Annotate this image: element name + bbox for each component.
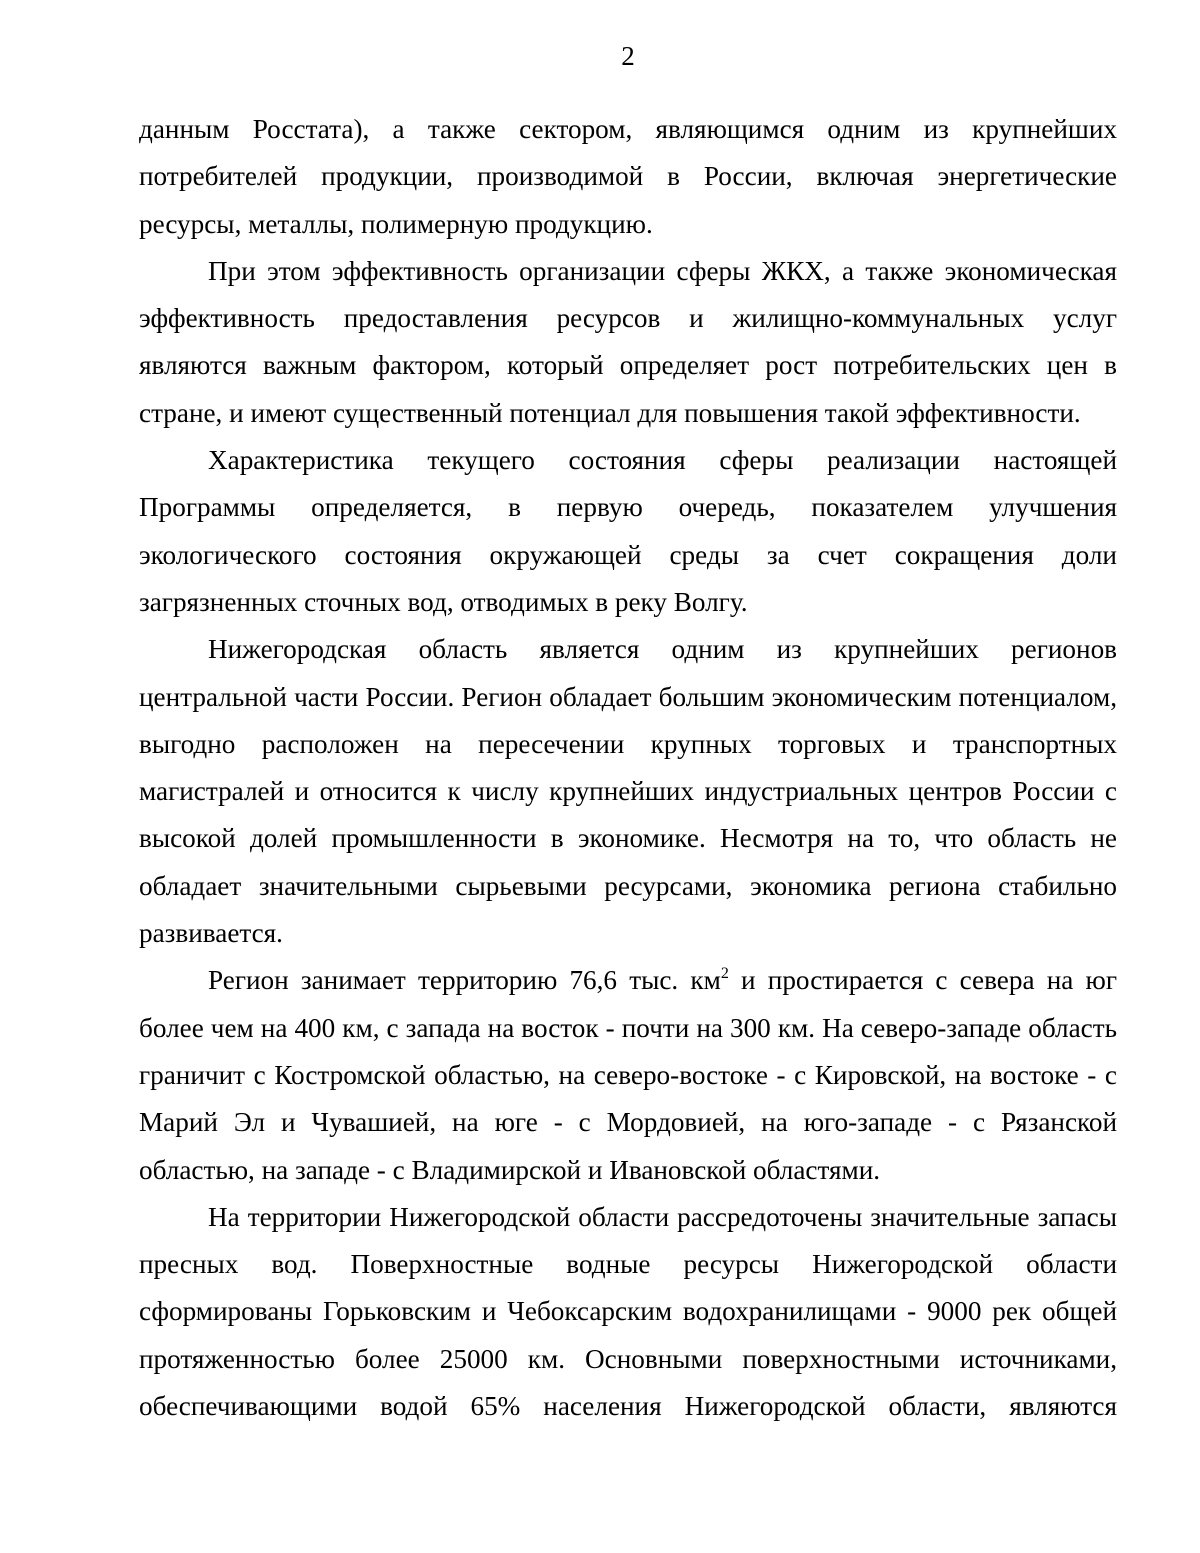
- territory-text-start: Регион занимает территорию 76,6 тыс. км: [208, 965, 721, 996]
- page-number: 2: [621, 41, 635, 71]
- paragraph-housing-efficiency: При этом эффективность организации сферы ЖКХ, а также экономическая эффективность предоставления ресурсов и жилищно-коммунальных услуг являются важным фактором, который определяет рост потребительских цен в стране, и имеют существенный потенциал для повышения такой эффективности.: [139, 255, 1117, 428]
- paragraph-water-resources: На территории Нижегородской области рассредоточены значительные запасы пресных вод. Поверхностные водные ресурсы Нижегородской области сформированы Горьковским и Чебоксарским водохранилищами - 9000 рек общей протяженностью более 25000 км. Основными поверхностными источниками, обеспечивающими водой 65% населения Нижегородской области, являются: [139, 1201, 1117, 1422]
- paragraph-region-economy: Нижегородская область является одним из крупнейших регионов центральной части России. Регион обладает большим экономическим потенциалом, выгодно расположен на пересечении крупных торговых и транспортных магистралей и относится к числу крупнейших индустриальных центров России с высокой долей промышленности в экономике. Несмотря на то, что область не обладает значительными сырьевыми ресурсами, экономика региона стабильно развивается.: [139, 634, 1117, 949]
- paragraph-rosstat-continuation: данным Росстата), а также сектором, являющимся одним из крупнейших потребителей продукции, производимой в России, включая энергетические ресурсы, металлы, полимерную продукцию.: [139, 114, 1117, 239]
- paragraph-program-characteristics: Характеристика текущего состояния сферы реализации настоящей Программы определяется, в первую очередь, показателем улучшения экологического состояния окружающей среды за счет сокращения доли загрязненных сточных вод, отводимых в реку Волгу.: [139, 445, 1117, 617]
- territory-text-rest: и простирается с севера на юг более чем на 400 км, с запада на восток - почти на 300 км. На северо-западе область граничит с Костромской областью, на северо-востоке - с Кировской, на востоке - с Марий Эл и Чувашией, на юге - с Мордовией, на юго-западе - с Рязанской областью, на западе - с Владимирской и Ивановской областями.: [139, 965, 1117, 1185]
- paragraph-region-territory: [139, 957, 1117, 1193]
- document-body: [139, 106, 1117, 1430]
- square-km-superscript: 2: [720, 965, 729, 983]
